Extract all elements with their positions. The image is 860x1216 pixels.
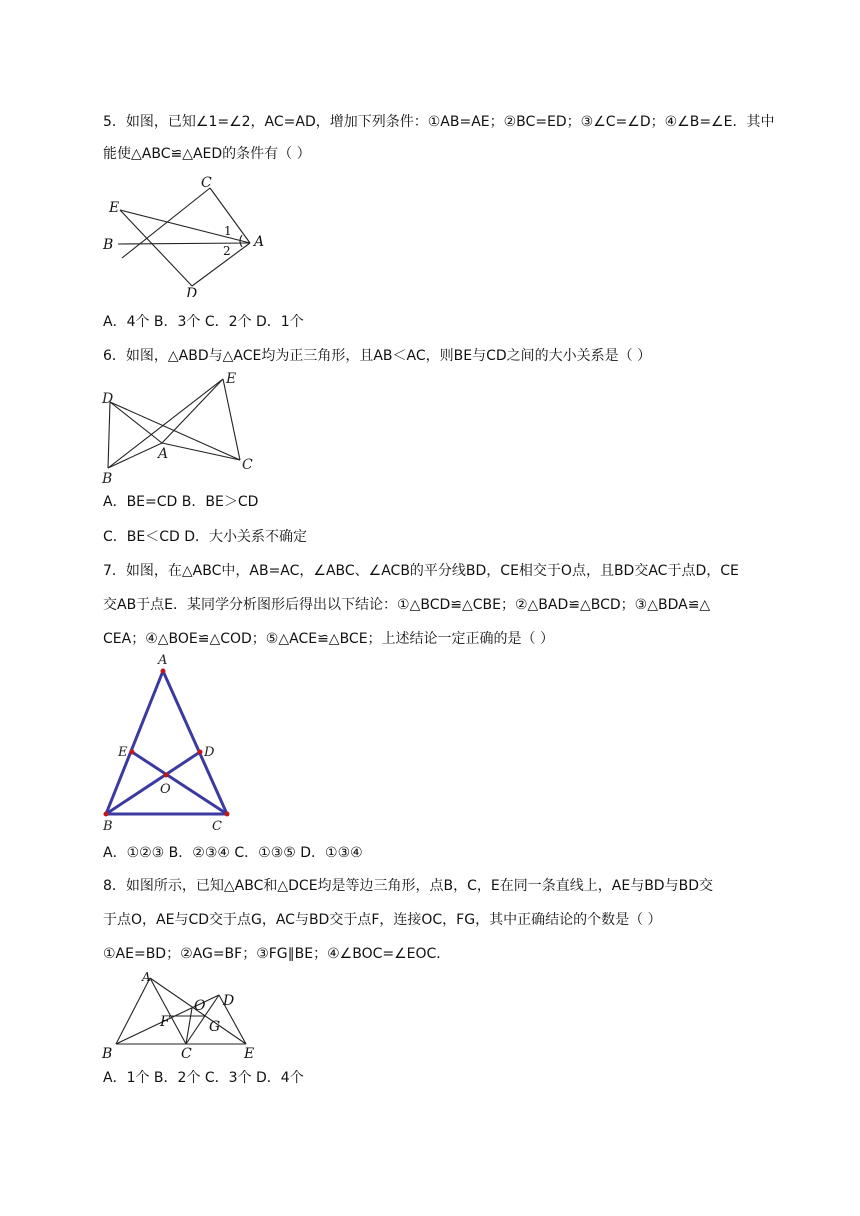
q5-label-E: E — [109, 200, 120, 216]
q7-label-A: A — [158, 653, 168, 668]
q7-label-C: C — [212, 819, 222, 834]
q6-label-B: B — [102, 471, 113, 484]
q8-label-A: A — [142, 970, 151, 984]
q6-figure — [100, 372, 260, 484]
q5-stem-line-2: 能使△ABC≌△AED的条件有（ ） — [103, 146, 311, 162]
q6-label-E: E — [226, 372, 237, 387]
q7-stem-line-1: 7．如图，在△ABC中，AB=AC，∠ABC、∠ACB的平分线BD，CE相交于O点，且BD交AC于点D，CE — [103, 563, 739, 579]
q7-label-B: B — [103, 819, 113, 834]
q8-figure — [100, 968, 270, 1060]
q8-label-D: D — [223, 993, 235, 1009]
q8-label-G: G — [209, 1019, 221, 1035]
q8-label-O: O — [194, 998, 206, 1014]
q7-options: A．①②③ B．②③④ C．①③⑤ D．①③④ — [103, 845, 363, 861]
q8-stem-line-2: 于点O，AE与CD交于点G，AC与BD交于点F，连接OC，FG，其中正确结论的个数是（ ） — [103, 912, 662, 928]
q6-options-line-1: A．BE=CD B．BE＞CD — [103, 494, 259, 510]
q8-options: A．1个 B．2个 C．3个 D．4个 — [103, 1070, 304, 1086]
q8-stem-line-3: ①AE=BD；②AG=BF；③FG∥BE；④∠BOC=∠EOC． — [103, 946, 451, 962]
q5-label-2: 2 — [223, 244, 231, 258]
q6-label-C: C — [242, 457, 253, 473]
q7-stem-line-2: 交AB于点E．某同学分析图形后得出以下结论：①△BCD≌△CBE；②△BAD≌△BCD；③△BDA≌△ — [103, 597, 711, 613]
q8-label-E: E — [244, 1046, 255, 1060]
q7-label-E: E — [118, 745, 128, 760]
q5-options: A．4个 B．3个 C．2个 D．1个 — [103, 314, 304, 330]
q5-figure — [100, 175, 280, 297]
q6-label-A: A — [158, 446, 169, 462]
q5-label-A: A — [254, 234, 265, 250]
q6-stem-line-1: 6．如图，△ABD与△ACE均为正三角形，且AB＜AC，则BE与CD之间的大小关系是（ ） — [103, 348, 652, 364]
q7-label-O: O — [160, 782, 171, 797]
q8-stem-line-1: 8．如图所示，已知△ABC和△DCE均是等边三角形，点B，C，E在同一条直线上，AE与BD与BD交 — [103, 878, 713, 894]
q8-label-B: B — [102, 1046, 113, 1060]
q8-label-F: F — [160, 1014, 170, 1030]
q5-label-D: D — [186, 286, 198, 297]
q6-options-line-2: C．BE＜CD D．大小关系不确定 — [103, 529, 308, 545]
q5-stem-line-1: 5．如图，已知∠1=∠2，AC=AD，增加下列条件：①AB=AE；②BC=ED；③∠C=∠D；④∠B=∠E．其中 — [103, 114, 775, 130]
q5-label-1: 1 — [224, 224, 232, 238]
q5-label-C: C — [201, 175, 212, 191]
q7-label-D: D — [204, 745, 215, 760]
q6-label-D: D — [102, 391, 114, 407]
q7-figure — [100, 652, 240, 836]
q7-stem-line-3: CEA；④△BOE≌△COD；⑤△ACE≌△BCE；上述结论一定正确的是（ ） — [103, 631, 555, 647]
q8-label-C: C — [181, 1046, 192, 1060]
q5-label-B: B — [103, 237, 114, 253]
